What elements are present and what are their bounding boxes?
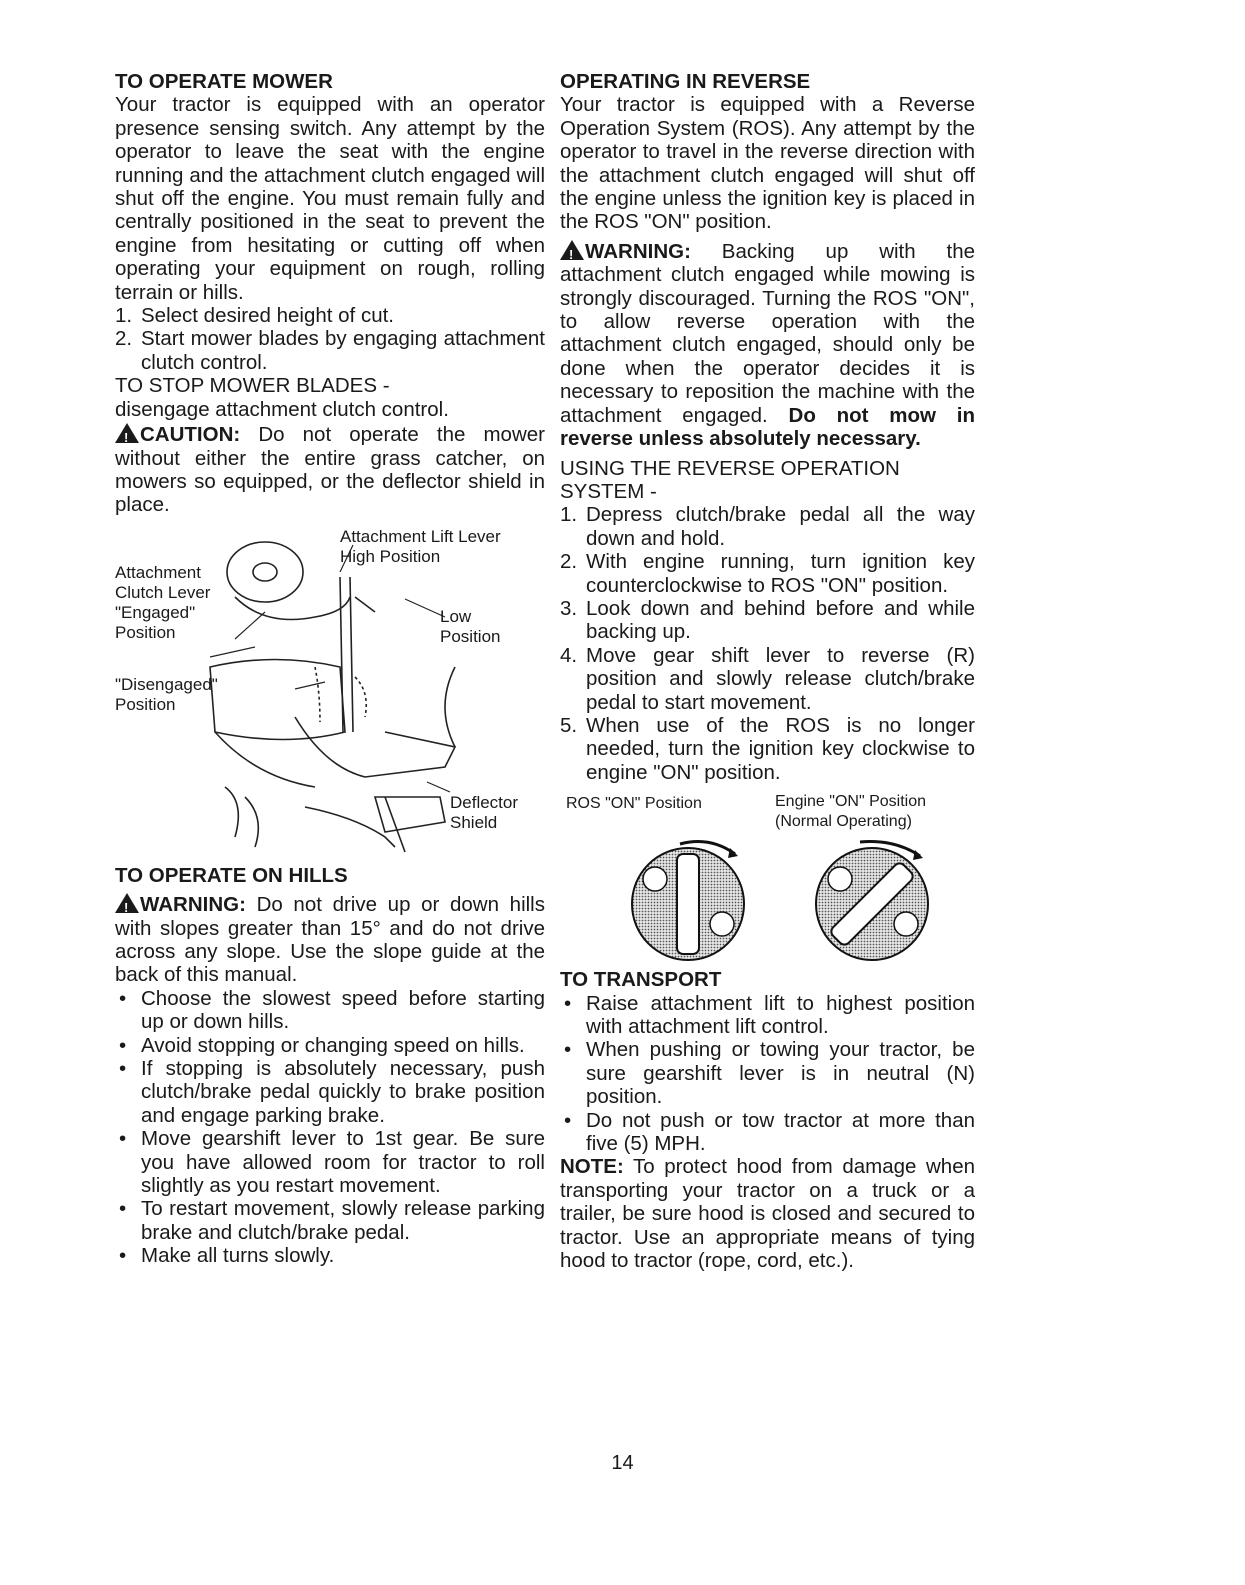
warning-triangle-icon [115,893,139,913]
list-item: • Raise attachment lift to highest position with attachment lift control. [564,991,975,1038]
left-column [115,70,545,1268]
label-low: Low Position [440,606,501,646]
label-ros-on: ROS "ON" Position [566,795,702,813]
page-number: 14 [611,1452,634,1474]
list-item: 2. With engine running, turn ignition key counterclockwise to ROS "ON" position. [560,550,975,597]
list-item: • Move gearshift lever to 1st gear. Be sure you have allowed room for tractor to roll slightly as you restart movement. [119,1127,545,1197]
right-column [560,70,975,1272]
label-clutch-engaged: Attachment Clutch Lever "Engaged" Position [115,562,211,642]
ros-heading: USING THE REVERSE OPERATION SYSTEM - [560,456,900,503]
stop-text: disengage attachment clutch control. [115,397,449,421]
caution-paragraph: !CAUTION: Do not operate the mower without either the entire grass catcher, on mowers so equipped, or the deflector shield in place. [115,421,545,517]
list-item: 4. Move gear shift lever to reverse (R) position and slowly release clutch/brake pedal to start movement. [560,643,975,714]
stop-heading: TO STOP MOWER BLADES - [115,374,390,398]
list-item: • Do not push or tow tractor at more than five (5) MPH. [564,1108,975,1156]
list-item: 2. Start mower blades by engaging attachment clutch control. [115,327,545,374]
hills-warning: !WARNING: Do not drive up or down hills with slopes greater than 15° and do not drive across any slope. Use the slope guide at the back of this manual. [115,891,545,987]
mower-heading: TO OPERATE MOWER [115,70,333,93]
list-item: • Make all turns slowly. [119,1244,335,1268]
list-item: 1. Select desired height of cut. [115,304,394,328]
mower-text: Your tractor is equipped with an operator presence sensing switch. Any attempt by the operator to leave the seat with the engine running and the attachment clutch engaged will shut off the engine. You must remain fully and centrally positioned in the seat to prevent the engine from hesitating or cutting off when operating your equipment on rough, rolling terrain or hills. [115,93,545,304]
label-disengaged: "Disengaged" Position [115,674,218,714]
reverse-warning: !WARNING: Backing up with the attachment clutch engaged while mowing is strongly discouraged. Turning the ROS "ON", to allow reverse operation with the attachment clutch engaged, should only be done when the operator decides it is necessary to reposition the machine with the attachment engaged. Do not mow in reverse unless absolutely necessary. [560,238,975,451]
list-item: • Avoid stopping or changing speed on hills. [119,1033,525,1057]
list-item: 5. When use of the ROS is no longer needed, turn the ignition key clockwise to engine "ON" position. [560,713,975,784]
ignition-dials-figure [560,784,975,964]
transport-heading: TO TRANSPORT [560,968,722,992]
reverse-text: Your tractor is equipped with a Reverse Operation System (ROS). Any attempt by the operator to travel in the reverse direction with the attachment clutch engaged will shut off the engine unless the ignition key is placed in the ROS "ON" position. [560,93,975,234]
transport-bullets [560,992,975,1156]
list-item: • When pushing or towing your tractor, be sure gearshift lever is in neutral (N) position. [564,1038,975,1109]
label-engine-on: Engine "ON" Position (Normal Operating) [775,793,926,831]
label-lift-high: Attachment Lift Lever High Position [340,526,501,566]
reverse-heading: OPERATING IN REVERSE [560,70,811,93]
label-deflector: Deflector Shield [450,792,519,832]
list-item: 1. Depress clutch/brake pedal all the way down and hold. [560,503,975,550]
list-item: • Choose the slowest speed before starting up or down hills. [119,986,545,1034]
note-paragraph: NOTE: To protect hood from damage when transporting your tractor on a truck or a trailer, be sure hood is closed and secured to tractor. Use an appropriate means of tying hood to tractor (rope, cord, etc.). [560,1155,976,1273]
hills-heading: TO OPERATE ON HILLS [115,863,348,887]
list-item: • If stopping is absolutely necessary, push clutch/brake pedal quickly to brake position and engage parking brake. [119,1056,545,1127]
list-item: 3. Look down and behind before and while backing up. [560,596,975,644]
tractor-figure [115,517,545,862]
warning-triangle-icon [560,240,584,260]
hills-bullets [115,987,545,1268]
warning-triangle-icon [115,423,139,443]
mower-steps [115,304,545,374]
list-item: • To restart movement, slowly release parking brake and clutch/brake pedal. [119,1197,545,1244]
ignition-switch-icon [560,784,975,964]
ros-steps [560,503,975,784]
